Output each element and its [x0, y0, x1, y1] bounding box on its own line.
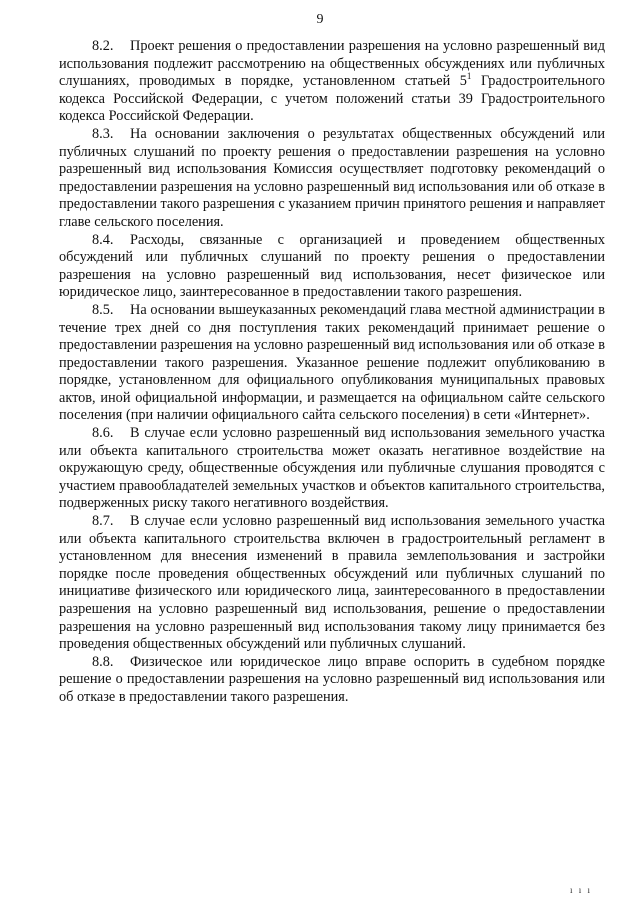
- clause-8-6: [59, 425, 605, 513]
- clause-number: 8.7.: [92, 513, 114, 530]
- page-number: 9: [316, 12, 324, 27]
- clause-number: 8.4.: [92, 231, 114, 248]
- clause-text: Проект решения о предоставлении разрешения на условно разрешенный вид использования подлежит рассмотрению на общественных обсуждениях или публичных слушаниях, проводимых в порядке, установленном статьей 5: [59, 38, 605, 90]
- clause-8-3: [59, 126, 605, 232]
- document-body: [59, 38, 605, 707]
- clause-number: 8.8.: [92, 653, 114, 670]
- clause-text: В случае если условно разрешенный вид использования земельного участка или объекта капитального строительства может оказать негативное воздействие на окружающую среду, общественные обсуждения или публичные слушания проводятся с участием правообладателей земельных участков и объектов капитального строительства, подверженных риску такого негативного воздействия.: [59, 425, 605, 512]
- clause-text: Расходы, связанные с организацией и проведением общественных обсуждений или публичных слушаний по проекту решения о предоставлении разрешения на условно разрешенный вид использования, несет физическое или юридическое лицо, заинтересованное в предоставлении такого разрешения.: [59, 231, 605, 301]
- clause-text: Физическое или юридическое лицо вправе оспорить в судебном порядке решение о предоставлении разрешения на условно разрешенный вид использования или об отказе в предоставлении такого разрешения.: [59, 653, 605, 705]
- clause-8-4: [59, 232, 605, 302]
- clause-text-continuation: Градостроительного кодекса Российской Федерации, с учетом положений статьи 39 Градостроительного кодекса Российской Федерации.: [59, 73, 605, 125]
- clause-text: На основании заключения о результатах общественных обсуждений или публичных слушаний по проекту решения о предоставлении разрешения на условно разрешенный вид использования Комиссия осуществляет подготовку рекомендаций о предоставлении разрешения на условно разрешенный вид использования или об отказе в предоставлении такого разрешения с указанием причин принятого решения и направляет главе сельского поселения.: [59, 125, 605, 230]
- clause-8-2: [59, 38, 605, 126]
- clause-8-5: [59, 302, 605, 425]
- clause-text: В случае если условно разрешенный вид использования земельного участка или объекта капитального строительства включен в градостроительный регламент в установленном для внесения изменений в правила землепользования и застройки порядке после проведения общественных обсуждений или публичных слушаний по инициативе физического или юридического лица, заинтересованного в предоставлении разрешения на условно разрешенный вид использования, решение о предоставлении разрешения на условно разрешенный вид использования такому лицу принимается без проведения общественных обсуждений или публичных слушаний.: [59, 513, 605, 653]
- clause-8-7: [59, 513, 605, 654]
- clause-number: 8.5.: [92, 301, 114, 318]
- article-superscript: 1: [466, 71, 472, 82]
- clause-text: На основании вышеуказанных рекомендаций глава местной администрации в течение трех дней со дня поступления таких рекомендаций принимает решение о предоставлении разрешения на условно разрешенный вид использования или об отказе в предоставлении такого разрешения. Указанное решение подлежит опубликованию в порядке, установленном для официального опубликования муниципальных правовых актов, иной официальной информации, и размещается на официальном сайте сельского поселения (при наличии официального сайта сельского поселения) в сети «Интернет».: [59, 301, 605, 424]
- clause-number: 8.2.: [92, 38, 114, 54]
- clause-8-8: [59, 654, 605, 707]
- scan-corner-mark: ı ı ı: [569, 885, 592, 895]
- clause-number: 8.3.: [92, 125, 114, 142]
- clause-number: 8.6.: [92, 425, 114, 442]
